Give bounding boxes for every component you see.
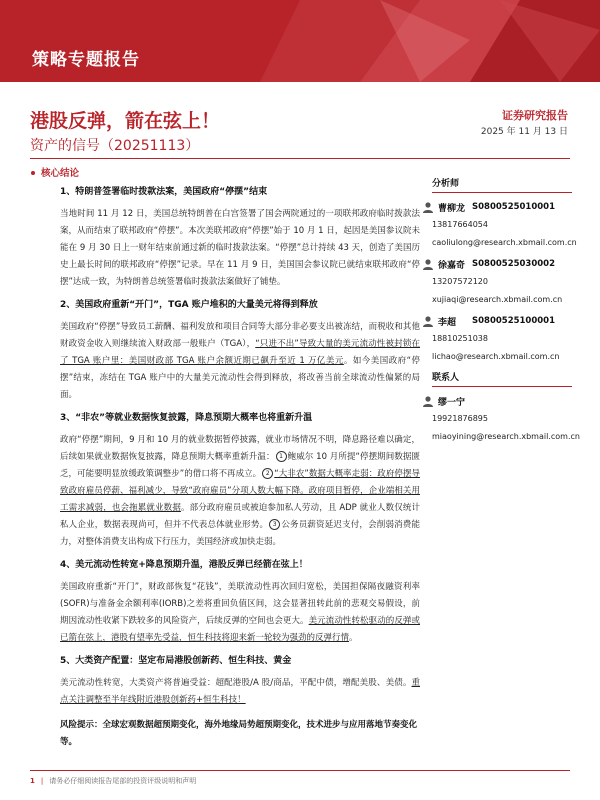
body-text: 美国政府“停摆”导致员工薪酬、福利发放和项目合同等大部分非必要支出被冻结，而税收和其他财政资金收入则继续流入财政部一般账户（TGA）， xyxy=(60,322,420,349)
underlined-text: 美元流动性转松驱动的反弹或已箭在弦上，港股有望率先受益，恒生科技将迎来新一轮较为强劲的反弹行情 xyxy=(60,616,420,643)
section-body xyxy=(60,432,420,551)
person-icon xyxy=(422,395,434,407)
section-body xyxy=(60,675,420,709)
analyst-phone: 13207572120 xyxy=(432,277,488,286)
analyst-card xyxy=(432,199,577,250)
person-icon xyxy=(422,315,434,327)
body-text: 鲍威尔 10 月所提“停摆期间数据匮乏，可能要明显放缓政策调整步”的借口将不再成立。 xyxy=(60,452,420,479)
section-title: 4、美元流动性转宽+降息预期升温，港股反弹已经箭在弦上！ xyxy=(60,560,308,570)
section-body xyxy=(60,579,420,647)
analysts-heading: 分析师 xyxy=(432,176,572,193)
analyst-cert: S0800525010001 xyxy=(472,202,556,212)
contact-name: 缪一宁 xyxy=(438,397,466,408)
section-title: 5、大类资产配置：坚定布局港股创新药、恒生科技、黄金 xyxy=(60,656,292,666)
circled-number: 2 xyxy=(262,468,273,479)
page-number: 1 xyxy=(30,777,35,785)
analyst-email[interactable]: caoliulong@research.xbmail.com.cn xyxy=(432,238,577,247)
analyst-phone: 13817664054 xyxy=(432,220,488,229)
page-footer xyxy=(30,776,196,786)
title-divider xyxy=(30,158,570,159)
body-text: 政府“停摆”期间，9 月和 10 月的就业数据暂停披露，就业市场情况不明，降息路径难以确定，后续如果就业数据恢复披露，降息预期大概率重新升温： xyxy=(60,435,420,462)
core-conclusion-label xyxy=(31,165,79,179)
contact-email[interactable]: miaoyining@research.xbmail.com.cn xyxy=(432,432,580,441)
footer-divider xyxy=(30,770,570,771)
section-title: 1、特朗普签署临时拨款法案，美国政府“停摆”结束 xyxy=(60,187,268,197)
analyst-cert: S0800525100001 xyxy=(472,316,556,326)
report-type: 证券研究报告 xyxy=(502,109,568,122)
analyst-email[interactable]: lichao@research.xbmail.com.cn xyxy=(432,352,560,361)
circled-number: 1 xyxy=(276,451,287,462)
section-title: 2、美国政府重新“开门”，TGA 账户堆积的大量美元将得到释放 xyxy=(60,300,318,310)
bullet-dot xyxy=(31,171,35,175)
body-text: 公务员薪资延迟支付，会削弱消费能力，对整体消费支出构成下行压力，美国经济或加快走弱。 xyxy=(60,520,420,547)
section-title: 3、“非农”等就业数据恢复披露，降息预期大概率也将重新升温 xyxy=(60,413,313,423)
contact-phone: 19921876895 xyxy=(432,414,488,423)
contacts-heading: 联系人 xyxy=(432,370,572,387)
section-body xyxy=(60,319,420,404)
underlined-text: “只进不出”导致大量的美元流动性被封锁在了 TGA 账户里：美国财政部 TGA 账户余额近期已飙升至近 1 万亿美元 xyxy=(60,339,420,366)
analyst-cert: S0800525030002 xyxy=(472,259,556,269)
report-title: 港股反弹，箭在弦上！ xyxy=(30,110,221,132)
analyst-card xyxy=(432,256,572,307)
report-date: 2025 年 11 月 13 日 xyxy=(480,127,568,137)
analyst-card xyxy=(432,313,572,364)
underlined-text: “大非农”数据大概率走弱：政府停摆导致政府雇员停薪、福利减少，导致“政府雇员”分项人数大幅下降。政府项目暂停，企业端相关用工需求减弱，也会拖累就业数据 xyxy=(60,469,421,513)
analyst-name: 徐嘉奇 xyxy=(438,260,466,271)
core-conclusion-text: 核心结论 xyxy=(41,168,80,179)
body-text: 。部分政府雇员或被迫参加私人劳动，且 ADP 就业人数仅统计私人企业，数据表现尚可，但并不代表总体就业形势。 xyxy=(60,503,420,530)
body-text: 美元流动性转宽，大类资产将普遍受益：超配港股/A 股/商品，平配中债，增配美股、美债。 xyxy=(60,678,412,688)
person-icon xyxy=(422,201,434,213)
circled-number: 3 xyxy=(269,519,280,530)
underlined-text: 重点关注调整至半年线附近港股创新药+恒生科技！ xyxy=(60,678,420,705)
risk-warning: 风险提示：全球宏观数据超预期变化，海外地缘局势超预期变化，技术进步与应用落地节奏变化等。 xyxy=(60,720,418,747)
contact-card xyxy=(432,393,580,444)
person-icon xyxy=(422,258,434,270)
analyst-name: 曹柳龙 xyxy=(438,203,466,214)
body-text: 。 xyxy=(349,633,358,643)
body-text: 。如今美国政府“停摆”结束，冻结在 TGA 账户中的大量美元流动性会得到释放，将改善当前全球流动性偏紧的局面。 xyxy=(60,356,420,400)
banner-title: 策略专题报告 xyxy=(32,50,140,70)
footer-separator: | xyxy=(40,777,44,785)
body-text: 美国政府重新“开门”，财政部恢复“花钱”，美联流动性再次回归宽松，美国担保隔夜融资利率(SOFR)与准备金余额利率(IORB)之差将重回负值区间，这会显著扭转此前的悲观交易假设，前期因流动性收紧下跌较多的风险资产，后续反弹的空间也会更大。 xyxy=(60,582,420,626)
sidebar xyxy=(432,176,580,450)
analyst-phone: 18810251038 xyxy=(432,334,488,343)
main-content xyxy=(60,180,420,751)
section-body: 当地时间 11 月 12 日，美国总统特朗普在白宫签署了国会两院通过的一项联邦政府临时拨款法案，从而结束了联邦政府“停摆”。本次美联邦政府“停摆”始于 10 月 1 日，起因是美国参议院未能在 9 月 30 日上一财年结束前通过新的临时拨款法案。“停摆”总计持续 43 天，创造了美国历史上最长时间的联邦政府“停摆”记录。早在 11 月 9 日，美国国会参议院已就结束联邦政府“停摆”达成一致，为特朗普总统签署临时拨款法案做好了铺垫。 xyxy=(60,209,420,287)
report-subtitle: 资产的信号（20251113） xyxy=(30,138,200,154)
header-banner xyxy=(0,0,600,82)
disclaimer-note: 请务必仔细阅读报告尾部的投资评级说明和声明 xyxy=(49,777,197,785)
analyst-name: 李超 xyxy=(438,317,457,328)
analyst-email[interactable]: xujiaqi@research.xbmail.com.cn xyxy=(432,295,563,304)
